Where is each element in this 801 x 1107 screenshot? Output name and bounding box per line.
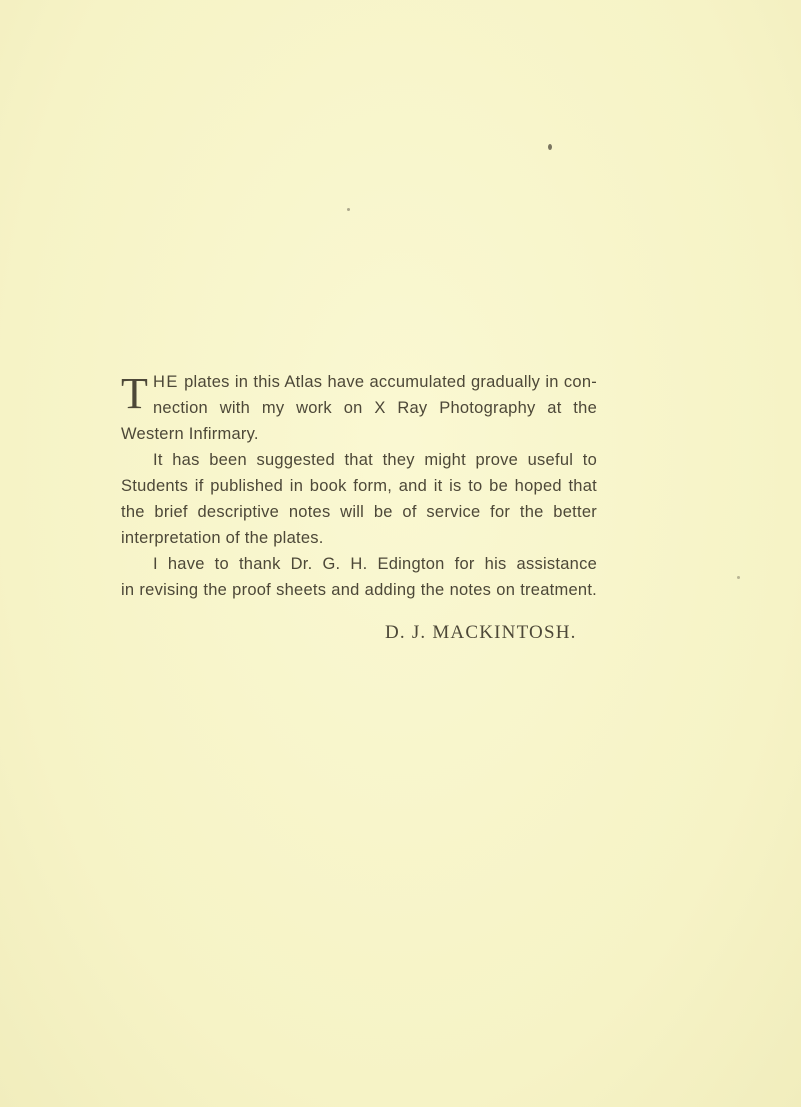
paper-speck <box>347 208 350 211</box>
line-text: plates in this Atlas have accumulated gradually in con- <box>184 373 597 391</box>
paragraph-3-line-2: in revising the proof sheets and adding the notes on treatment. <box>121 581 597 599</box>
drop-cap: T <box>121 369 149 418</box>
paragraph-2-line-2: Students if published in book form, and it is to be hoped that <box>121 477 597 495</box>
paragraph-1-line-3: Western Infirmary. <box>121 425 259 443</box>
preface-text <box>121 369 597 603</box>
paper-speck <box>548 144 552 150</box>
paragraph-2 <box>121 447 597 551</box>
paragraph-2-line-3: the brief descriptive notes will be of service for the better <box>121 503 597 521</box>
author-signature: D. J. MACKINTOSH. <box>385 622 577 643</box>
paragraph-2-line-4: interpretation of the plates. <box>121 529 324 547</box>
small-caps-word: HE <box>153 373 179 391</box>
paragraph-1 <box>121 369 597 447</box>
paragraph-2-line-1: It has been suggested that they might prove useful to <box>153 451 597 469</box>
paragraph-3-line-1: I have to thank Dr. G. H. Edington for his assistance <box>153 555 597 573</box>
paper-speck <box>737 576 740 579</box>
paragraph-1-line-2: nection with my work on X Ray Photography at the <box>153 399 597 417</box>
paragraph-3 <box>121 551 597 603</box>
